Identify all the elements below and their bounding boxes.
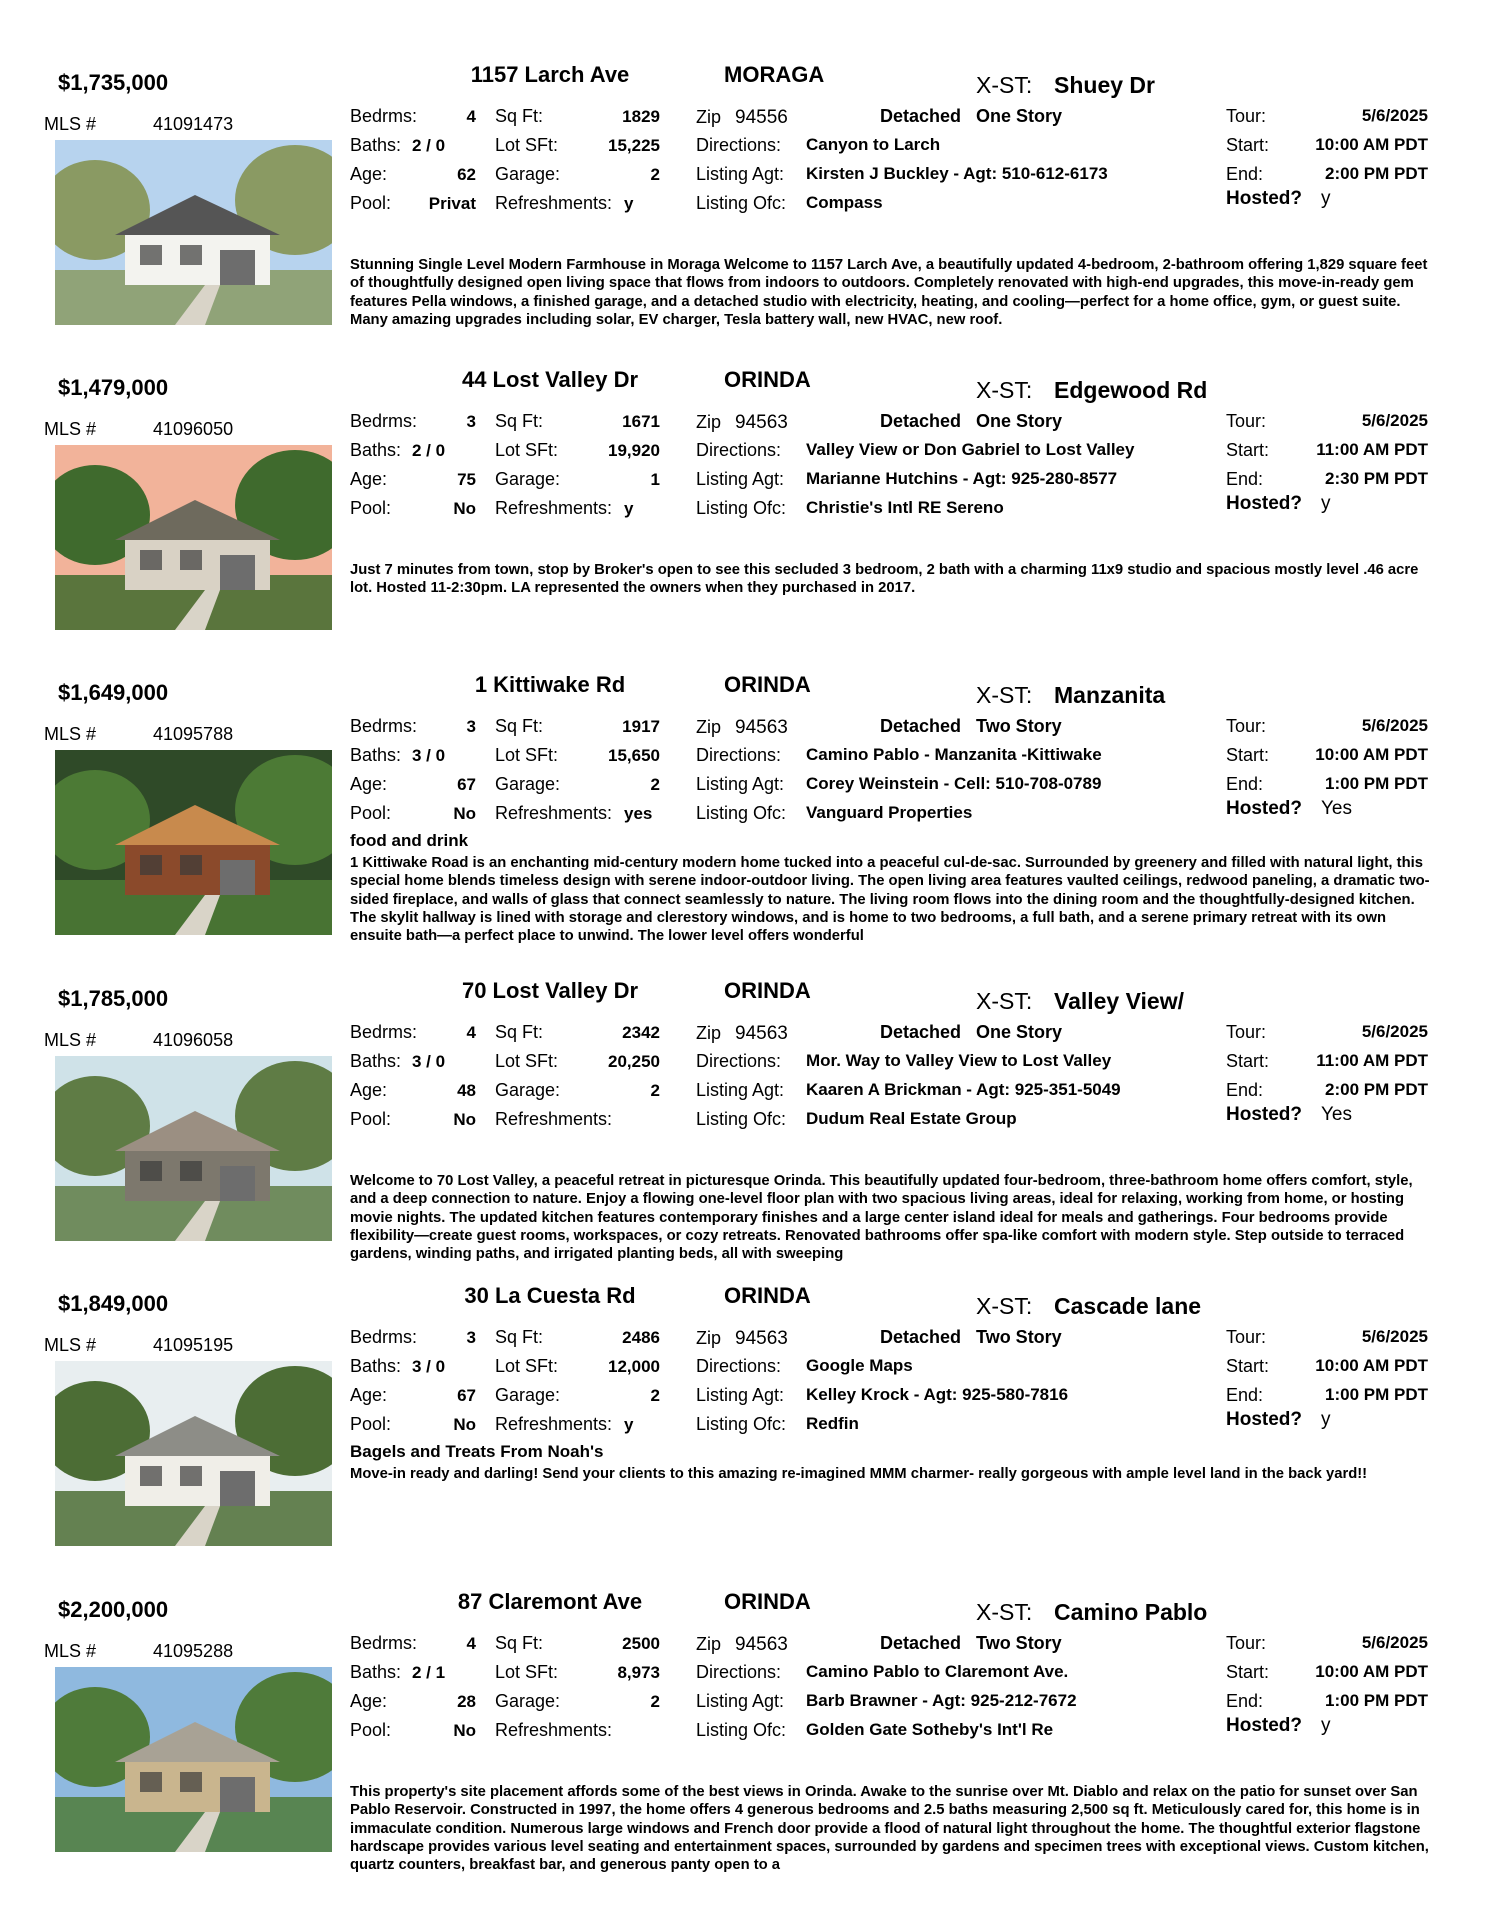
label-lot: Lot SFt: bbox=[495, 745, 559, 765]
mls-label: MLS # bbox=[44, 1030, 97, 1050]
label-end: End: bbox=[1226, 469, 1264, 489]
label-office: Listing Ofc: bbox=[696, 1109, 787, 1129]
cross-street-label: X-ST: bbox=[976, 682, 1033, 708]
value-agent: Kaaren A Brickman - Agt: 925-351-5049 bbox=[806, 1080, 1121, 1099]
label-refreshments: Refreshments: bbox=[495, 1720, 613, 1740]
listing-price: $1,479,000 bbox=[58, 375, 169, 400]
label-zip: Zip bbox=[696, 107, 722, 127]
listing-address: 70 Lost Valley Dr bbox=[461, 978, 639, 1003]
label-baths: Baths: bbox=[350, 1662, 402, 1682]
value-tour: 5/6/2025 bbox=[1361, 1022, 1428, 1041]
label-pool: Pool: bbox=[350, 1414, 392, 1434]
label-directions: Directions: bbox=[696, 135, 782, 155]
label-sqft: Sq Ft: bbox=[495, 106, 544, 126]
value-lot: 15,650 bbox=[608, 746, 660, 765]
value-baths: 3 / 0 bbox=[412, 1357, 446, 1376]
label-lot: Lot SFt: bbox=[495, 1356, 559, 1376]
label-lot: Lot SFt: bbox=[495, 135, 559, 155]
listing-description: Stunning Single Level Modern Farmhouse in Moraga Welcome to 1157 Larch Ave, a beautifully updated 4-bedroom, 2-bathroom offering 1,829 square feet of thoughtfully designed open living space that flows from indoors to outdoors. Completely renovated with high-end upgrades, this move-in-ready gem features Pella windows, a finished garage, and a detached studio with electricity, heating, and cooling—perfect for a home office, gym, or guest suite. Many amazing upgrades including solar, EV charger, Tesla battery wall, new HVAC, new roof. bbox=[350, 257, 1428, 328]
value-office: Golden Gate Sotheby's Int'l Re bbox=[806, 1720, 1054, 1739]
value-directions: Google Maps bbox=[806, 1356, 913, 1375]
label-end: End: bbox=[1226, 1385, 1264, 1405]
value-baths: 2 / 1 bbox=[412, 1663, 446, 1682]
value-age: 62 bbox=[457, 165, 476, 184]
property-photo bbox=[55, 750, 332, 935]
label-tour: Tour: bbox=[1226, 1022, 1267, 1042]
label-pool: Pool: bbox=[350, 803, 392, 823]
label-zip: Zip bbox=[696, 1328, 722, 1348]
value-hosted: y bbox=[1321, 1409, 1331, 1430]
value-pool: No bbox=[453, 1721, 476, 1740]
value-directions: Canyon to Larch bbox=[806, 135, 941, 154]
label-bedrms: Bedrms: bbox=[350, 411, 418, 431]
label-lot: Lot SFt: bbox=[495, 440, 559, 460]
label-refreshments: Refreshments: bbox=[495, 1109, 613, 1129]
label-sqft: Sq Ft: bbox=[495, 716, 544, 736]
value-sqft: 1671 bbox=[622, 412, 660, 431]
value-garage: 2 bbox=[650, 1386, 660, 1405]
mls-number: 41091473 bbox=[153, 114, 234, 134]
label-bedrms: Bedrms: bbox=[350, 106, 418, 126]
label-bedrms: Bedrms: bbox=[350, 1633, 418, 1653]
value-age: 67 bbox=[457, 1386, 476, 1405]
value-zip: 94556 bbox=[735, 107, 788, 128]
label-start: Start: bbox=[1226, 440, 1270, 460]
listing-description: Move-in ready and darling! Send your clients to this amazing re-imagined MMM charmer- really gorgeous with ample level land in the back yard!! bbox=[350, 1466, 1368, 1482]
label-pool: Pool: bbox=[350, 498, 392, 518]
label-garage: Garage: bbox=[495, 774, 561, 794]
label-age: Age: bbox=[350, 1691, 388, 1711]
label-start: Start: bbox=[1226, 1662, 1270, 1682]
label-refreshments: Refreshments: bbox=[495, 193, 613, 213]
label-zip: Zip bbox=[696, 717, 722, 737]
value-sqft: 2500 bbox=[622, 1634, 660, 1653]
label-agent: Listing Agt: bbox=[696, 774, 785, 794]
label-directions: Directions: bbox=[696, 745, 782, 765]
listing-card bbox=[0, 672, 1487, 977]
value-sqft: 2342 bbox=[622, 1023, 660, 1042]
value-sqft: 1829 bbox=[622, 107, 660, 126]
value-garage: 2 bbox=[650, 165, 660, 184]
listing-city: ORINDA bbox=[724, 672, 811, 697]
value-age: 67 bbox=[457, 775, 476, 794]
value-start: 10:00 AM PDT bbox=[1315, 745, 1428, 764]
listing-card bbox=[0, 1589, 1487, 1894]
value-refreshments: y bbox=[624, 1415, 634, 1434]
mls-number: 41095195 bbox=[153, 1335, 234, 1355]
property-photo bbox=[55, 1361, 332, 1546]
value-start: 10:00 AM PDT bbox=[1315, 1356, 1428, 1375]
cross-street: Valley View/ bbox=[1054, 988, 1185, 1014]
label-bedrms: Bedrms: bbox=[350, 1022, 418, 1042]
label-hosted: Hosted? bbox=[1226, 1409, 1302, 1430]
listing-price: $1,849,000 bbox=[58, 1291, 169, 1316]
label-tour: Tour: bbox=[1226, 1327, 1267, 1347]
label-baths: Baths: bbox=[350, 745, 402, 765]
listing-price: $2,200,000 bbox=[58, 1597, 169, 1622]
listing-card bbox=[0, 367, 1487, 672]
mls-number: 41096058 bbox=[153, 1030, 234, 1050]
value-zip: 94563 bbox=[735, 1023, 788, 1044]
value-office: Compass bbox=[806, 193, 883, 212]
label-tour: Tour: bbox=[1226, 106, 1267, 126]
value-directions: Mor. Way to Valley View to Lost Valley bbox=[806, 1051, 1112, 1070]
label-directions: Directions: bbox=[696, 440, 782, 460]
listing-price: $1,735,000 bbox=[58, 70, 169, 95]
label-office: Listing Ofc: bbox=[696, 498, 787, 518]
label-bedrms: Bedrms: bbox=[350, 716, 418, 736]
label-directions: Directions: bbox=[696, 1051, 782, 1071]
label-garage: Garage: bbox=[495, 1385, 561, 1405]
label-baths: Baths: bbox=[350, 1051, 402, 1071]
value-office: Vanguard Properties bbox=[806, 803, 973, 822]
value-bedrms: 3 bbox=[466, 1328, 476, 1347]
label-lot: Lot SFt: bbox=[495, 1662, 559, 1682]
mls-label: MLS # bbox=[44, 1641, 97, 1661]
value-tour: 5/6/2025 bbox=[1361, 411, 1428, 430]
cross-street-label: X-ST: bbox=[976, 1599, 1033, 1625]
cross-street: Camino Pablo bbox=[1054, 1599, 1208, 1625]
value-refreshments: y bbox=[624, 499, 634, 518]
value-end: 2:30 PM PDT bbox=[1325, 469, 1428, 488]
label-start: Start: bbox=[1226, 1051, 1270, 1071]
listing-city: ORINDA bbox=[724, 1283, 811, 1308]
value-sqft: 2486 bbox=[622, 1328, 660, 1347]
value-agent: Marianne Hutchins - Agt: 925-280-8577 bbox=[806, 469, 1118, 488]
value-age: 75 bbox=[457, 470, 476, 489]
label-tour: Tour: bbox=[1226, 716, 1267, 736]
label-office: Listing Ofc: bbox=[696, 1414, 787, 1434]
mls-label: MLS # bbox=[44, 114, 97, 134]
label-garage: Garage: bbox=[495, 469, 561, 489]
label-hosted: Hosted? bbox=[1226, 798, 1302, 819]
property-type: Detached One Story bbox=[880, 1022, 1063, 1042]
listing-note: food and drink bbox=[350, 831, 469, 850]
value-hosted: Yes bbox=[1321, 1104, 1352, 1125]
value-agent: Kelley Krock - Agt: 925-580-7816 bbox=[806, 1385, 1069, 1404]
listing-address: 30 La Cuesta Rd bbox=[464, 1283, 636, 1308]
label-office: Listing Ofc: bbox=[696, 193, 787, 213]
property-photo bbox=[55, 140, 332, 325]
label-office: Listing Ofc: bbox=[696, 803, 787, 823]
value-end: 1:00 PM PDT bbox=[1325, 1385, 1428, 1404]
label-agent: Listing Agt: bbox=[696, 1385, 785, 1405]
listing-description: This property's site placement affords some of the best views in Orinda. Awake to the sunrise over Mt. Diablo and relax on the patio for sunset over San Pablo Reservoir. Constructed in 1997, the home offers 4 generous bedrooms and 2.5 baths measuring 2,500 sq ft. Meticulously cared for, this home is in immaculate condition. Numerous large windows and French door provide a flood of natural light throughout the home. The thoughtful exterior flagstone hardscape provides various level seating and entertainment spaces, surrounded by gardens and specimen trees with exceptional views. Custom kitchen, quartz counters, breakfast bar, and generous panty open to a bbox=[350, 1784, 1429, 1874]
label-directions: Directions: bbox=[696, 1356, 782, 1376]
value-agent: Kirsten J Buckley - Agt: 510-612-6173 bbox=[806, 164, 1108, 183]
value-lot: 8,973 bbox=[617, 1663, 660, 1682]
label-refreshments: Refreshments: bbox=[495, 803, 613, 823]
value-pool: No bbox=[453, 804, 476, 823]
label-baths: Baths: bbox=[350, 440, 402, 460]
value-end: 2:00 PM PDT bbox=[1325, 164, 1428, 183]
value-lot: 15,225 bbox=[608, 136, 660, 155]
property-photo bbox=[55, 445, 332, 630]
value-tour: 5/6/2025 bbox=[1361, 1633, 1428, 1652]
value-tour: 5/6/2025 bbox=[1361, 716, 1428, 735]
label-hosted: Hosted? bbox=[1226, 1104, 1302, 1125]
value-office: Christie's Intl RE Sereno bbox=[806, 498, 1004, 517]
label-refreshments: Refreshments: bbox=[495, 1414, 613, 1434]
value-pool: No bbox=[453, 1110, 476, 1129]
value-garage: 2 bbox=[650, 1692, 660, 1711]
value-agent: Corey Weinstein - Cell: 510-708-0789 bbox=[806, 774, 1102, 793]
label-age: Age: bbox=[350, 469, 388, 489]
value-baths: 2 / 0 bbox=[412, 441, 446, 460]
cross-street-label: X-ST: bbox=[976, 72, 1033, 98]
value-zip: 94563 bbox=[735, 717, 788, 738]
mls-number: 41096050 bbox=[153, 419, 234, 439]
value-office: Dudum Real Estate Group bbox=[806, 1109, 1017, 1128]
label-end: End: bbox=[1226, 164, 1264, 184]
label-age: Age: bbox=[350, 164, 388, 184]
label-refreshments: Refreshments: bbox=[495, 498, 613, 518]
value-age: 48 bbox=[457, 1081, 476, 1100]
listing-address: 1157 Larch Ave bbox=[470, 62, 630, 87]
label-zip: Zip bbox=[696, 1023, 722, 1043]
property-type: Detached One Story bbox=[880, 106, 1063, 126]
value-bedrms: 3 bbox=[466, 717, 476, 736]
value-office: Redfin bbox=[806, 1414, 859, 1433]
listing-address: 44 Lost Valley Dr bbox=[461, 367, 639, 392]
label-age: Age: bbox=[350, 1080, 388, 1100]
mls-label: MLS # bbox=[44, 724, 97, 744]
label-start: Start: bbox=[1226, 1356, 1270, 1376]
label-pool: Pool: bbox=[350, 1720, 392, 1740]
listing-description: Welcome to 70 Lost Valley, a peaceful retreat in picturesque Orinda. This beautifully updated four-bedroom, three-bathroom home offers comfort, style, and a deep connection to nature. Enjoy a flowing one-level floor plan with two spacious living areas, ideal for relaxing, working from home, or hosting movie nights. The updated kitchen features contemporary finishes and a large center island ideal for meals and gatherings. Four bedrooms provide flexibility—create guest rooms, workspaces, or cozy retreats. Renovated bathrooms offer spa-like comfort with modern style. Step outside to terraced gardens, winding paths, and irrigated planting beds, all with sweeping bbox=[350, 1173, 1413, 1263]
label-garage: Garage: bbox=[495, 164, 561, 184]
value-bedrms: 4 bbox=[466, 1634, 476, 1653]
value-bedrms: 3 bbox=[466, 412, 476, 431]
value-garage: 2 bbox=[650, 1081, 660, 1100]
listing-city: ORINDA bbox=[724, 978, 811, 1003]
cross-street: Manzanita bbox=[1054, 682, 1166, 708]
value-start: 10:00 AM PDT bbox=[1315, 1662, 1428, 1681]
label-age: Age: bbox=[350, 1385, 388, 1405]
property-type: Detached Two Story bbox=[880, 1633, 1062, 1653]
label-start: Start: bbox=[1226, 135, 1270, 155]
label-end: End: bbox=[1226, 774, 1264, 794]
label-agent: Listing Agt: bbox=[696, 469, 785, 489]
cross-street-label: X-ST: bbox=[976, 988, 1033, 1014]
label-sqft: Sq Ft: bbox=[495, 411, 544, 431]
property-photo bbox=[55, 1667, 332, 1852]
mls-label: MLS # bbox=[44, 1335, 97, 1355]
value-zip: 94563 bbox=[735, 1328, 788, 1349]
value-hosted: y bbox=[1321, 188, 1331, 209]
value-zip: 94563 bbox=[735, 1634, 788, 1655]
listing-note: Bagels and Treats From Noah's bbox=[350, 1442, 604, 1461]
label-tour: Tour: bbox=[1226, 411, 1267, 431]
listing-address: 1 Kittiwake Rd bbox=[474, 672, 626, 697]
value-start: 10:00 AM PDT bbox=[1315, 135, 1428, 154]
property-type: Detached Two Story bbox=[880, 1327, 1062, 1347]
label-sqft: Sq Ft: bbox=[495, 1327, 544, 1347]
value-end: 1:00 PM PDT bbox=[1325, 1691, 1428, 1710]
value-garage: 2 bbox=[650, 775, 660, 794]
listing-price: $1,785,000 bbox=[58, 986, 169, 1011]
value-directions: Valley View or Don Gabriel to Lost Valley bbox=[806, 440, 1135, 459]
label-zip: Zip bbox=[696, 412, 722, 432]
cross-street: Edgewood Rd bbox=[1054, 377, 1208, 403]
listing-city: ORINDA bbox=[724, 367, 811, 392]
value-end: 1:00 PM PDT bbox=[1325, 774, 1428, 793]
label-start: Start: bbox=[1226, 745, 1270, 765]
label-hosted: Hosted? bbox=[1226, 493, 1302, 514]
cross-street-label: X-ST: bbox=[976, 1293, 1033, 1319]
value-refreshments: yes bbox=[624, 804, 653, 823]
listing-description: Just 7 minutes from town, stop by Broker's open to see this secluded 3 bedroom, 2 bath with a charming 11x9 studio and spacious mostly level .46 acre lot. Hosted 11-2:30pm. LA represented the owners when they purchased in 2017. bbox=[350, 562, 1419, 597]
label-directions: Directions: bbox=[696, 1662, 782, 1682]
value-end: 2:00 PM PDT bbox=[1325, 1080, 1428, 1099]
label-end: End: bbox=[1226, 1080, 1264, 1100]
value-baths: 3 / 0 bbox=[412, 1052, 446, 1071]
listing-price: $1,649,000 bbox=[58, 680, 169, 705]
label-pool: Pool: bbox=[350, 1109, 392, 1129]
label-hosted: Hosted? bbox=[1226, 1715, 1302, 1736]
value-sqft: 1917 bbox=[622, 717, 660, 736]
label-pool: Pool: bbox=[350, 193, 392, 213]
label-baths: Baths: bbox=[350, 1356, 402, 1376]
value-pool: No bbox=[453, 1415, 476, 1434]
cross-street: Shuey Dr bbox=[1054, 72, 1155, 98]
label-end: End: bbox=[1226, 1691, 1264, 1711]
value-age: 28 bbox=[457, 1692, 476, 1711]
value-baths: 2 / 0 bbox=[412, 136, 446, 155]
property-type: Detached One Story bbox=[880, 411, 1063, 431]
value-garage: 1 bbox=[650, 470, 660, 489]
listing-description: 1 Kittiwake Road is an enchanting mid-century modern home tucked into a peaceful cul-de-sac. Surrounded by greenery and filled with natural light, this special home blends timeless design with serene indoor-outdoor living. The open living area features vaulted ceilings, redwood paneling, a dramatic two-sided fireplace, and walls of glass that connect seamlessly to nature. The living room flows into the dining room and the thoughtfully-designed kitchen. The skylit hallway is lined with storage and clerestory windows, and is home to two bedrooms, a full bath, and a serene primary retreat with its own ensuite bath—a perfect place to unwind. The lower level offers wonderful bbox=[350, 855, 1430, 945]
cross-street-label: X-ST: bbox=[976, 377, 1033, 403]
value-agent: Barb Brawner - Agt: 925-212-7672 bbox=[806, 1691, 1077, 1710]
value-bedrms: 4 bbox=[466, 1023, 476, 1042]
label-agent: Listing Agt: bbox=[696, 1080, 785, 1100]
value-hosted: Yes bbox=[1321, 798, 1352, 819]
label-sqft: Sq Ft: bbox=[495, 1633, 544, 1653]
listing-card bbox=[0, 1283, 1487, 1588]
value-hosted: y bbox=[1321, 1715, 1331, 1736]
label-zip: Zip bbox=[696, 1634, 722, 1654]
label-garage: Garage: bbox=[495, 1691, 561, 1711]
label-agent: Listing Agt: bbox=[696, 1691, 785, 1711]
label-lot: Lot SFt: bbox=[495, 1051, 559, 1071]
property-photo bbox=[55, 1056, 332, 1241]
value-lot: 12,000 bbox=[608, 1357, 660, 1376]
value-baths: 3 / 0 bbox=[412, 746, 446, 765]
listing-card bbox=[0, 62, 1487, 367]
value-zip: 94563 bbox=[735, 412, 788, 433]
label-baths: Baths: bbox=[350, 135, 402, 155]
listing-card bbox=[0, 978, 1487, 1283]
listing-address: 87 Claremont Ave bbox=[457, 1589, 643, 1614]
value-pool: No bbox=[453, 499, 476, 518]
value-start: 11:00 AM PDT bbox=[1316, 440, 1428, 459]
value-start: 11:00 AM PDT bbox=[1316, 1051, 1428, 1070]
label-hosted: Hosted? bbox=[1226, 188, 1302, 209]
label-bedrms: Bedrms: bbox=[350, 1327, 418, 1347]
value-directions: Camino Pablo to Claremont Ave. bbox=[806, 1662, 1069, 1681]
mls-number: 41095288 bbox=[153, 1641, 234, 1661]
mls-label: MLS # bbox=[44, 419, 97, 439]
label-office: Listing Ofc: bbox=[696, 1720, 787, 1740]
value-lot: 19,920 bbox=[608, 441, 660, 460]
label-garage: Garage: bbox=[495, 1080, 561, 1100]
property-type: Detached Two Story bbox=[880, 716, 1062, 736]
value-refreshments: y bbox=[624, 194, 634, 213]
cross-street: Cascade lane bbox=[1054, 1293, 1202, 1319]
value-pool: Privat bbox=[428, 194, 476, 213]
value-bedrms: 4 bbox=[466, 107, 476, 126]
mls-number: 41095788 bbox=[153, 724, 234, 744]
label-age: Age: bbox=[350, 774, 388, 794]
value-hosted: y bbox=[1321, 493, 1331, 514]
value-lot: 20,250 bbox=[608, 1052, 660, 1071]
listing-city: ORINDA bbox=[724, 1589, 811, 1614]
value-directions: Camino Pablo - Manzanita -Kittiwake bbox=[806, 745, 1102, 764]
label-agent: Listing Agt: bbox=[696, 164, 785, 184]
listing-city: MORAGA bbox=[724, 62, 825, 87]
label-sqft: Sq Ft: bbox=[495, 1022, 544, 1042]
value-tour: 5/6/2025 bbox=[1361, 106, 1428, 125]
value-tour: 5/6/2025 bbox=[1361, 1327, 1428, 1346]
label-tour: Tour: bbox=[1226, 1633, 1267, 1653]
